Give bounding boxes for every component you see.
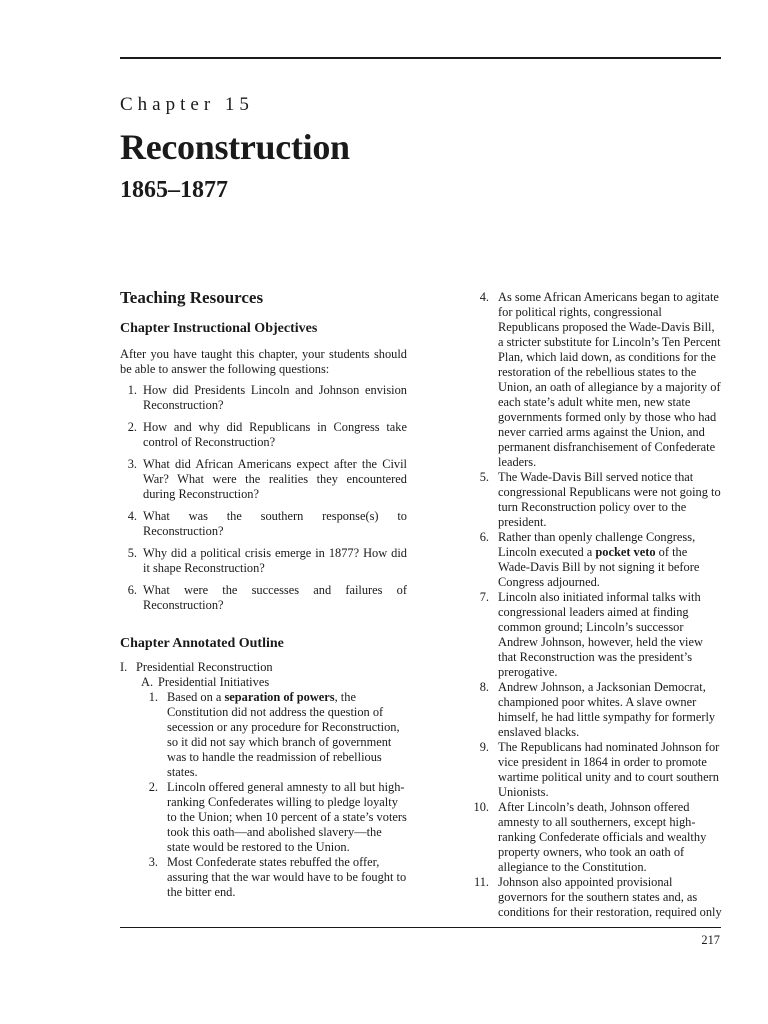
objective-item <box>120 383 407 413</box>
item-number: 1. <box>127 383 137 397</box>
top-rule <box>120 57 721 59</box>
item-number: 5. <box>127 546 137 560</box>
item-text: Based on a separation of powers, the Constitution did not address the question of secession or any procedure for Reconstruction, so it did not say which branch of government was to handle the readmission of rebellious states. <box>167 690 400 779</box>
section-title: Presidential Initiatives <box>158 675 270 689</box>
bottom-rule <box>120 927 721 928</box>
item-number: 9. <box>479 740 489 754</box>
item-number: 11. <box>473 875 489 889</box>
item-number: 10. <box>473 800 489 814</box>
key-term: separation of powers <box>224 690 335 704</box>
outline-item <box>467 530 722 590</box>
item-number: 1. <box>148 690 158 704</box>
item-number: 4. <box>479 290 489 304</box>
item-text: What were the successes and failures of Reconstruction? <box>143 583 407 612</box>
item-number: 4. <box>127 509 137 523</box>
key-term: pocket veto <box>595 545 656 559</box>
outline-items-right <box>467 290 722 920</box>
objective-item <box>120 457 407 502</box>
item-number: 6. <box>479 530 489 544</box>
outline-item <box>467 290 722 470</box>
item-text: Johnson also appointed provisional governors for the southern states and, as conditions for their restoration, required only <box>498 875 722 919</box>
item-text: Rather than openly challenge Congress, Lincoln executed a pocket veto of the Wade-Davis Bill by not signing it before Congress adjourned. <box>498 530 700 589</box>
item-text: How and why did Republicans in Congress take control of Reconstruction? <box>143 420 407 449</box>
part-title: Presidential Reconstruction <box>136 660 273 674</box>
item-text: Lincoln offered general amnesty to all but high-ranking Confederates willing to pledge loyalty to the Union; when 10 percent of a state’s voters took this oath—and abolished slavery—the state would be restored to the Union. <box>167 780 407 854</box>
page-number: 217 <box>701 933 720 947</box>
item-text: As some African Americans began to agitate for political rights, congressional Republicans proposed the Wade-Davis Bill, a stricter substitute for Lincoln’s Ten Percent Plan, which laid down, as conditions for the restoration of the rebellious states to the Union, an oath of allegiance by a majority of each state’s adult white men, new state governments formed only by those who had never carried arms against the Union, and permanent disfranchisement of Confederate leaders. <box>498 290 721 469</box>
objectives-list <box>120 383 407 613</box>
outline-item <box>467 740 722 800</box>
item-text: The Republicans had nominated Johnson for vice president in 1864 in order to promote wartime political unity and to court southern Unionists. <box>498 740 720 799</box>
item-number: 2. <box>127 420 137 434</box>
subheading-annotated-outline: Chapter Annotated Outline <box>120 636 284 651</box>
item-number: 3. <box>148 855 158 869</box>
outline-item <box>141 690 407 780</box>
objectives-intro: After you have taught this chapter, your students should be able to answer the following questions: <box>120 347 407 376</box>
chapter-title: Reconstruction <box>120 127 350 167</box>
item-text: After Lincoln’s death, Johnson offered amnesty to all southerners, except high-ranking Confederate officials and wealthy property owners, who took an oath of allegiance to the Constitution. <box>498 800 707 874</box>
chapter-dates: 1865–1877 <box>120 177 228 203</box>
objective-item <box>120 509 407 539</box>
item-text: What was the southern response(s) to Reconstruction? <box>143 509 407 538</box>
item-number: 5. <box>479 470 489 484</box>
roman-numeral: I. <box>120 660 128 674</box>
outline-item <box>467 800 722 875</box>
subheading-objectives: Chapter Instructional Objectives <box>120 321 318 336</box>
objective-item <box>120 546 407 576</box>
outline-items-left <box>141 690 407 900</box>
item-text: Andrew Johnson, a Jacksonian Democrat, championed poor whites. A slave owner himself, he had little sympathy for formerly enslaved blacks. <box>498 680 716 739</box>
outline-item <box>141 855 407 900</box>
section-heading-teaching-resources: Teaching Resources <box>120 288 264 307</box>
objective-item <box>120 583 407 613</box>
outline-item <box>141 780 407 855</box>
item-text: How did Presidents Lincoln and Johnson envision Reconstruction? <box>143 383 407 412</box>
outline-item <box>467 680 722 740</box>
outline-part-heading <box>120 660 407 675</box>
left-column <box>120 288 407 900</box>
right-column <box>467 290 722 920</box>
item-text: The Wade-Davis Bill served notice that congressional Republicans were not going to turn Reconstruction policy over to the president. <box>498 470 721 529</box>
outline-item <box>467 875 722 920</box>
chapter-label: Chapter 15 <box>120 94 254 115</box>
item-number: 7. <box>479 590 489 604</box>
item-text: Lincoln also initiated informal talks with congressional leaders aimed at finding common ground; Lincoln’s successor Andrew Johnson, however, held the view that Reconstruction was the president’s prerogative. <box>498 590 703 679</box>
section-letter: A. <box>141 675 154 689</box>
item-number: 3. <box>127 457 137 471</box>
outline-item <box>467 470 722 530</box>
outline-section-heading <box>141 675 407 690</box>
item-number: 2. <box>148 780 158 794</box>
item-text: Why did a political crisis emerge in 1877? How did it shape Reconstruction? <box>143 546 407 575</box>
item-text: Most Confederate states rebuffed the offer, assuring that the war would have to be fought to the bitter end. <box>167 855 407 899</box>
outline-item <box>467 590 722 680</box>
item-number: 8. <box>479 680 489 694</box>
item-number: 6. <box>127 583 137 597</box>
item-text: What did African Americans expect after the Civil War? What were the realities they encountered during Reconstruction? <box>143 457 407 501</box>
objective-item <box>120 420 407 450</box>
